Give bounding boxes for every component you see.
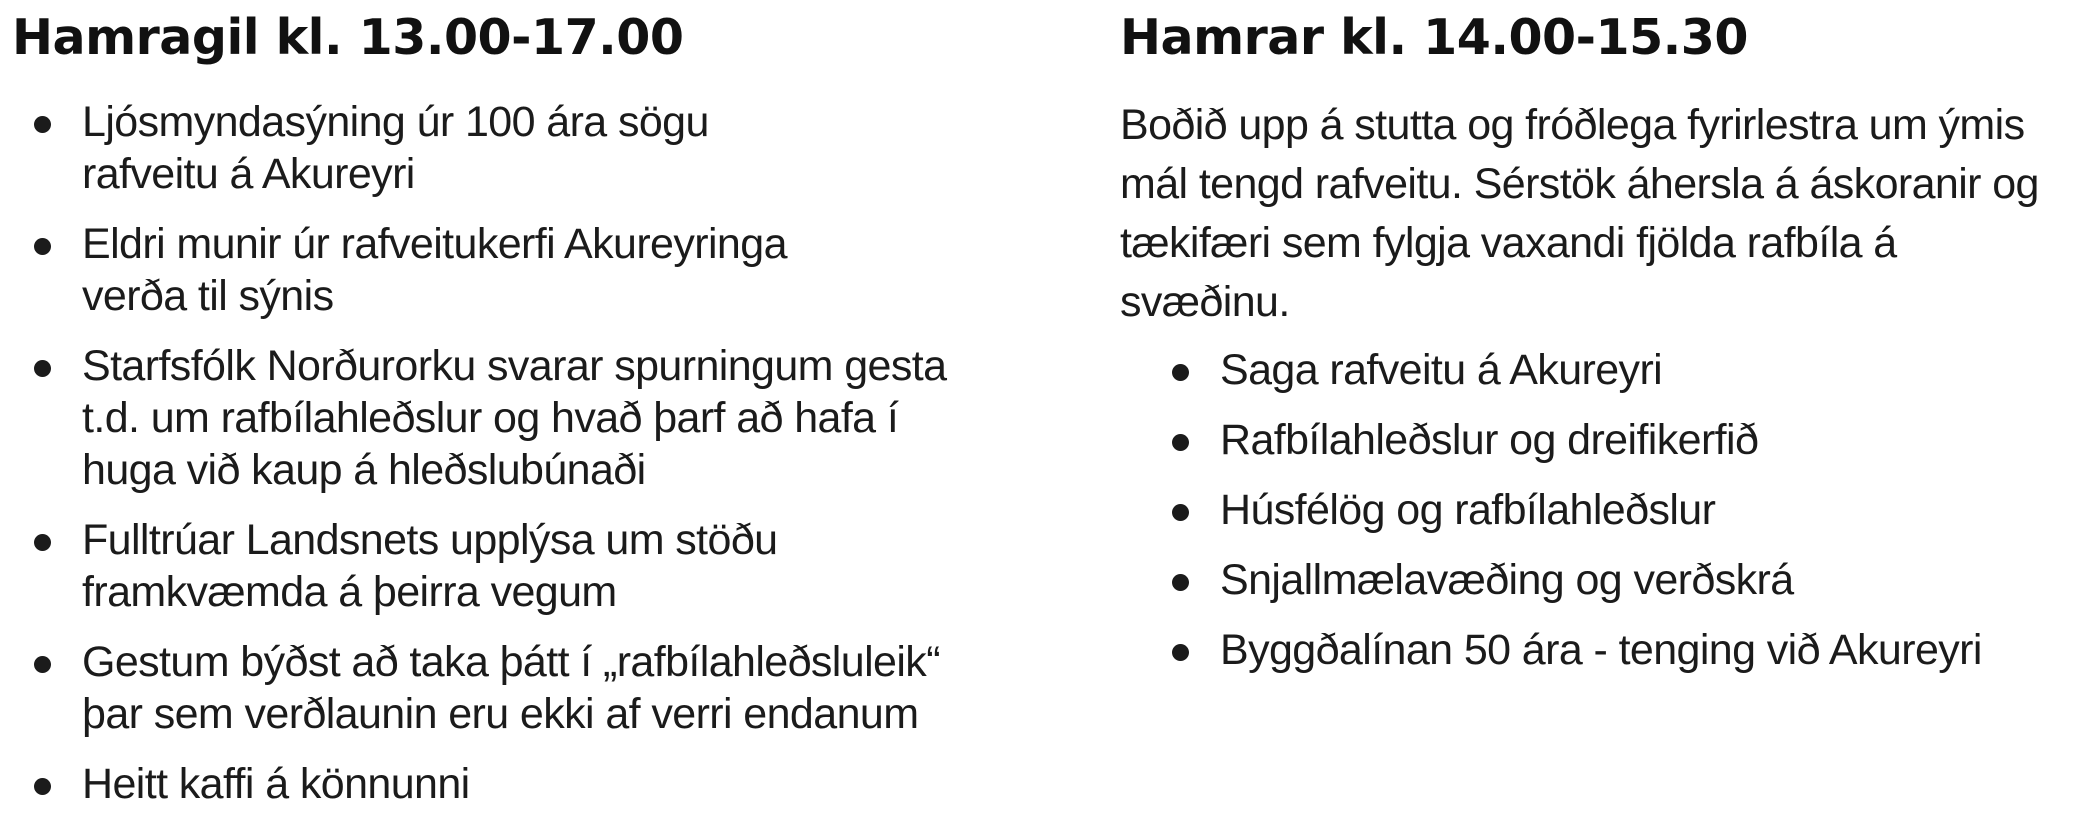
left-column — [12, 0, 1012, 828]
list-item — [12, 96, 1012, 200]
list-item — [1150, 484, 2070, 536]
list-item-text: Starfsfólk Norðurorku svarar spurningum gesta t.d. um rafbílahleðslur og hvað þarf að hafa í huga við kaup á hleðslubúnaði — [82, 342, 947, 494]
bullet-icon — [1172, 574, 1189, 591]
list-item-text: Húsfélög og rafbílahleðslur — [1220, 486, 1716, 534]
right-heading: Hamrar kl. 14.00-15.30 — [1120, 9, 1748, 66]
list-item-text: Rafbílahleðslur og dreifikerfið — [1220, 416, 1759, 464]
list-item-text: Eldri munir úr rafveitukerfi Akureyringa verða til sýnis — [82, 220, 787, 320]
right-column — [1120, 0, 2070, 694]
bullet-icon — [1172, 434, 1189, 451]
list-item-text: Fulltrúar Landsnets upplýsa um stöðu framkvæmda á þeirra vegum — [82, 516, 778, 616]
list-item — [1150, 344, 2070, 396]
right-bullet-list — [1150, 344, 2070, 676]
list-item-text: Byggðalínan 50 ára - tenging við Akureyri — [1220, 626, 1982, 674]
bullet-icon — [34, 360, 51, 377]
list-item — [12, 514, 1012, 618]
list-item — [12, 218, 1012, 322]
bullet-icon — [34, 656, 51, 673]
bullet-icon — [1172, 504, 1189, 521]
left-heading: Hamragil kl. 13.00-17.00 — [12, 9, 684, 66]
list-item-text: Snjallmælavæðing og verðskrá — [1220, 556, 1794, 604]
list-item-text: Saga rafveitu á Akureyri — [1220, 346, 1663, 394]
bullet-icon — [34, 116, 51, 133]
bullet-icon — [1172, 364, 1189, 381]
bullet-icon — [34, 778, 51, 795]
right-intro-paragraph: Boðið upp á stutta og fróðlega fyrirlestra um ýmis mál tengd rafveitu. Sérstök áhersla á áskoranir og tækifæri sem fylgja vaxandi fjölda rafbíla á svæðinu. — [1120, 101, 2039, 326]
list-item — [12, 758, 1012, 810]
list-item-text: Heitt kaffi á könnunni — [82, 760, 470, 808]
left-bullet-list — [12, 96, 1012, 810]
list-item — [12, 636, 1012, 740]
bullet-icon — [1172, 644, 1189, 661]
list-item — [1150, 624, 2070, 676]
bullet-icon — [34, 238, 51, 255]
list-item — [12, 340, 1012, 496]
list-item — [1150, 554, 2070, 606]
list-item — [1150, 414, 2070, 466]
list-item-text: Ljósmyndasýning úr 100 ára sögu rafveitu á Akureyri — [82, 98, 709, 198]
list-item-text: Gestum býðst að taka þátt í „rafbílahleðsluleik“ þar sem verðlaunin eru ekki af verri endanum — [82, 638, 940, 738]
bullet-icon — [34, 534, 51, 551]
